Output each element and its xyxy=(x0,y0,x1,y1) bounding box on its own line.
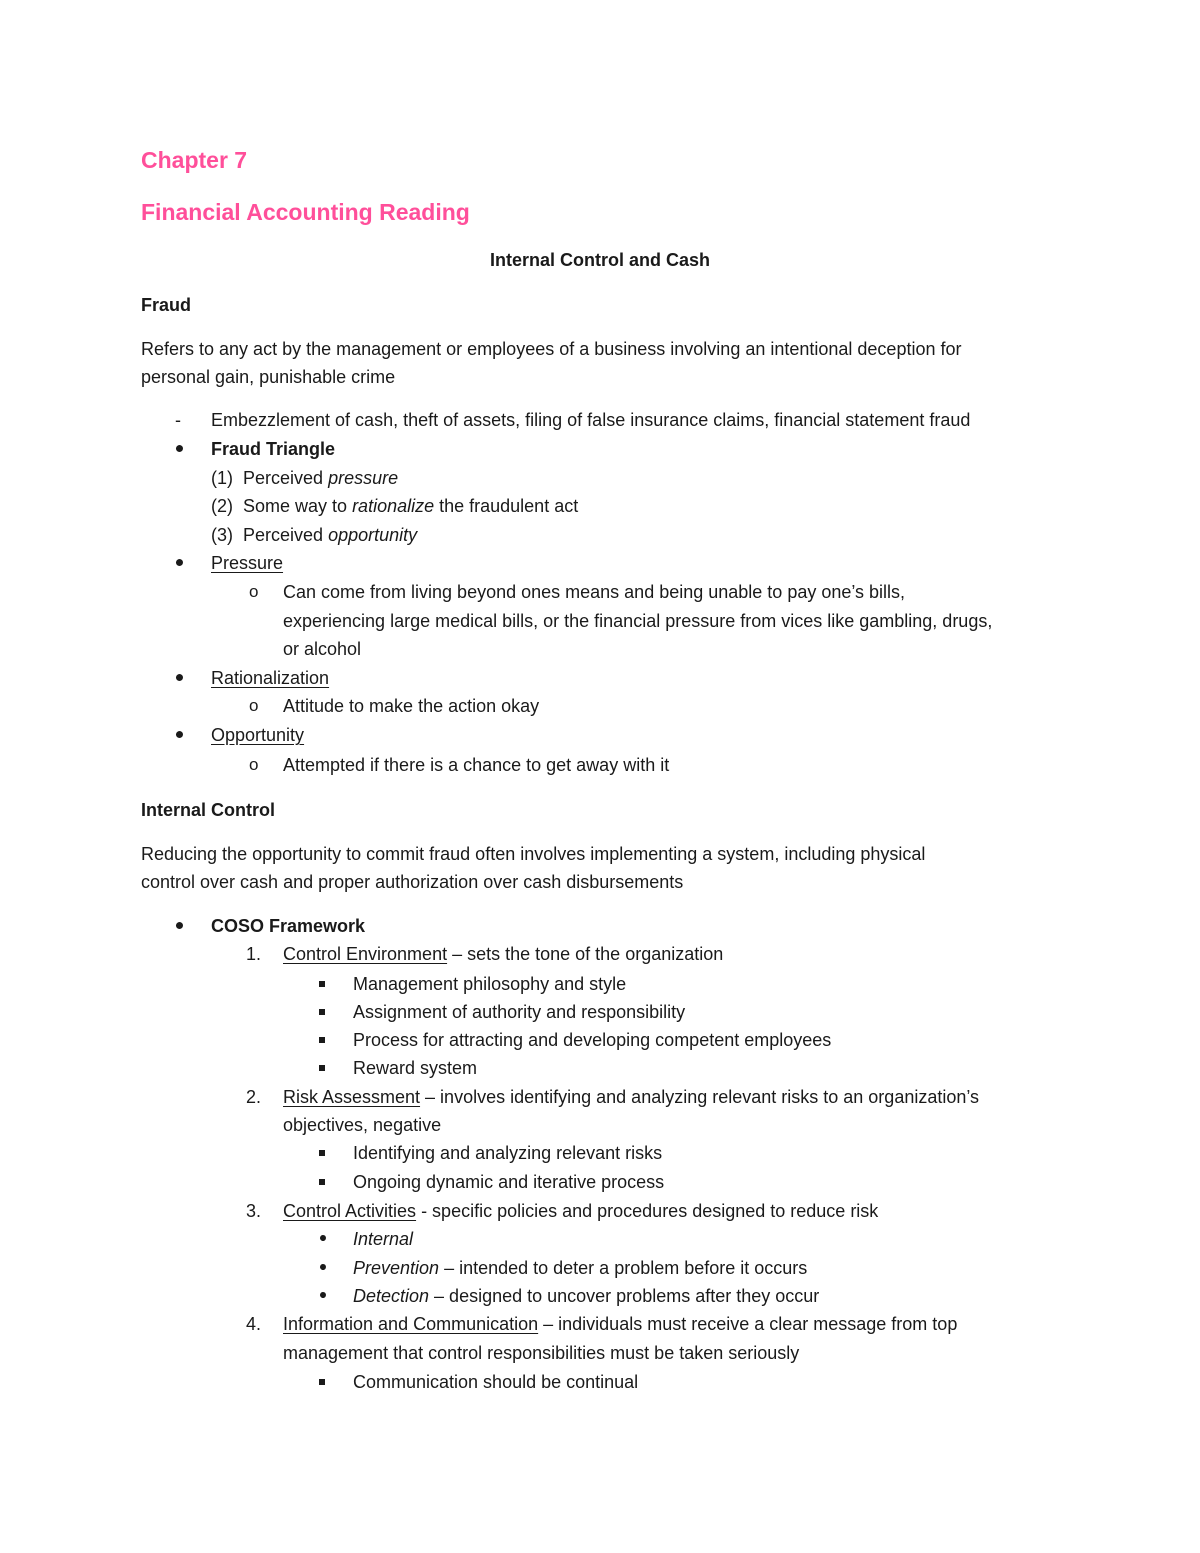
internal-control-def-line-2: control over cash and proper authorization over cash disbursements xyxy=(141,872,684,892)
pressure-heading: Pressure xyxy=(211,553,284,573)
pressure-line-2: experiencing large medical bills, or the financial pressure from vices like gambling, drugs, xyxy=(283,611,993,631)
bullet-dot xyxy=(175,673,184,682)
square-bullet xyxy=(319,1150,325,1156)
coso-subitem: Internal xyxy=(353,1229,414,1249)
pressure-line-3: or alcohol xyxy=(283,639,362,659)
fraud-definition-line-2: personal gain, punishable crime xyxy=(141,367,396,387)
coso-item-title: Risk Assessment xyxy=(283,1087,421,1107)
coso-item-2 xyxy=(283,1088,979,1106)
bullet-dot xyxy=(319,1263,327,1271)
bullet-dot xyxy=(175,730,184,739)
triangle-item: (2) Some way to rationalize the fraudulent act xyxy=(211,496,579,516)
triangle-em: pressure xyxy=(328,468,399,488)
internal-control-def-line-1: Reducing the opportunity to commit fraud often involves implementing a system, including physical xyxy=(141,844,926,864)
coso-item-desc: – individuals must receive a clear message from top xyxy=(538,1314,958,1334)
dash-marker: - xyxy=(175,410,181,430)
bullet-dot xyxy=(175,921,184,930)
coso-item-desc: – involves identifying and analyzing relevant risks to an organization’s xyxy=(420,1087,980,1107)
sub-marker: o xyxy=(249,696,259,715)
fraud-heading: Fraud xyxy=(141,295,192,315)
bullet-dot xyxy=(319,1234,327,1242)
triangle-num: (3) xyxy=(211,525,233,545)
coso-item-title: Control Environment xyxy=(283,944,448,964)
coso-item-number: 3. xyxy=(246,1201,262,1221)
square-bullet xyxy=(319,981,325,987)
coso-subitem: Detection – designed to uncover problems after they occur xyxy=(353,1286,820,1306)
triangle-pre: Perceived xyxy=(243,468,329,488)
opportunity-heading: Opportunity xyxy=(211,725,305,745)
rationalization-heading: Rationalization xyxy=(211,668,330,688)
coso-item-title: Information and Communication xyxy=(283,1314,539,1334)
square-bullet xyxy=(319,1179,325,1185)
rationalization-text: Attitude to make the action okay xyxy=(283,696,540,716)
triangle-num: (1) xyxy=(211,468,233,488)
opportunity-text: Attempted if there is a chance to get away with it xyxy=(283,755,670,775)
triangle-em: opportunity xyxy=(328,525,418,545)
triangle-pre: Some way to xyxy=(243,496,353,516)
sub-marker: o xyxy=(249,582,259,601)
coso-item-number: 4. xyxy=(246,1314,262,1334)
coso-subitem: Identifying and analyzing relevant risks xyxy=(353,1143,663,1163)
coso-subitem: Reward system xyxy=(353,1058,478,1078)
coso-item-desc: – sets the tone of the organization xyxy=(447,944,724,964)
coso-subitem: Process for attracting and developing competent employees xyxy=(353,1030,832,1050)
fraud-examples: Embezzlement of cash, theft of assets, filing of false insurance claims, financial statement fraud xyxy=(211,410,971,430)
coso-item-number: 2. xyxy=(246,1087,262,1107)
bullet-dot xyxy=(175,444,184,453)
sub-marker: o xyxy=(249,755,259,774)
fraud-triangle-heading: Fraud Triangle xyxy=(211,439,336,459)
triangle-pre: Perceived xyxy=(243,525,329,545)
course-heading: Financial Accounting Reading xyxy=(141,199,470,225)
square-bullet xyxy=(319,1037,325,1043)
coso-item-number: 1. xyxy=(246,944,262,964)
coso-subitem: Ongoing dynamic and iterative process xyxy=(353,1172,665,1192)
coso-subitem: Prevention – intended to deter a problem before it occurs xyxy=(353,1258,808,1278)
chapter-heading: Chapter 7 xyxy=(141,147,248,173)
coso-subitem: Management philosophy and style xyxy=(353,974,627,994)
coso-subitem: Assignment of authority and responsibility xyxy=(353,1002,686,1022)
coso-item-4 xyxy=(283,1315,957,1333)
square-bullet xyxy=(319,1065,325,1071)
coso-item-desc: - specific policies and procedures designed to reduce risk xyxy=(416,1201,879,1221)
coso-item-3 xyxy=(283,1202,878,1220)
coso-heading: COSO Framework xyxy=(211,916,366,936)
coso-item-1 xyxy=(283,945,723,963)
section-title: Internal Control and Cash xyxy=(489,250,711,270)
triangle-item xyxy=(211,469,398,487)
square-bullet xyxy=(319,1379,325,1385)
fraud-definition-line-1: Refers to any act by the management or employees of a business involving an intentional deception for xyxy=(141,339,962,359)
pressure-line-1: Can come from living beyond ones means and being unable to pay one’s bills, xyxy=(283,582,906,602)
coso-subitem: Communication should be continual xyxy=(353,1372,639,1392)
internal-control-heading: Internal Control xyxy=(141,800,275,820)
triangle-item xyxy=(211,526,417,544)
triangle-num: (2) xyxy=(211,496,233,516)
coso-item-desc-cont: management that control responsibilities must be taken seriously xyxy=(283,1343,800,1363)
bullet-dot xyxy=(175,558,184,567)
bullet-dot xyxy=(319,1291,327,1299)
coso-item-title: Control Activities xyxy=(283,1201,417,1221)
triangle-em: rationalize xyxy=(352,496,435,516)
square-bullet xyxy=(319,1009,325,1015)
coso-item-desc-cont: objectives, negative xyxy=(283,1115,442,1135)
